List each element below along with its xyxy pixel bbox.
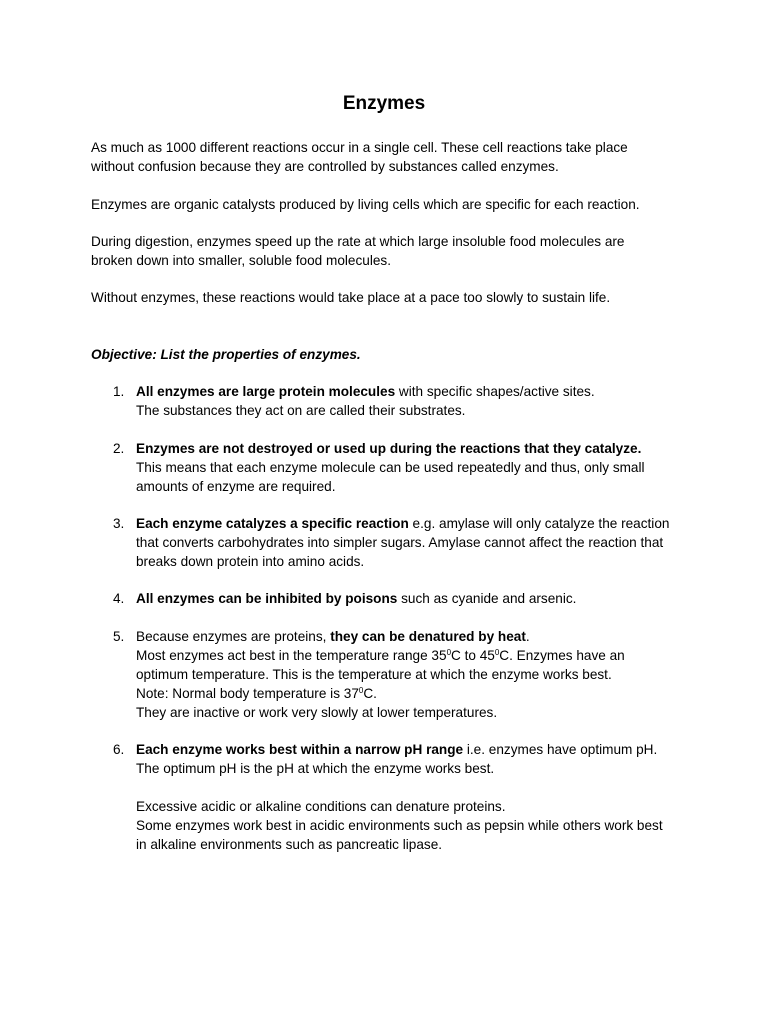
paragraph-gap xyxy=(136,778,691,797)
list-number: 1. xyxy=(113,384,125,399)
property-body xyxy=(136,382,691,420)
degree-superscript: 0 xyxy=(494,648,500,657)
note-text: C. xyxy=(363,686,377,701)
property-text: . xyxy=(525,629,530,644)
property-body xyxy=(136,627,691,722)
property-line: The substances they act on are called their substrates. xyxy=(136,403,466,418)
list-number: 2. xyxy=(113,441,125,456)
degree-superscript: 0 xyxy=(358,686,364,695)
property-bold-text: Each enzyme catalyzes a specific reaction xyxy=(136,516,409,531)
property-line: in alkaline environments such as pancreatic lipase. xyxy=(136,837,443,852)
property-text: i.e. enzymes have optimum pH. xyxy=(463,742,658,757)
intro-paragraph-2: Enzymes are organic catalysts produced by living cells which are specific for each reaction. xyxy=(91,197,640,212)
property-line: optimum temperature. This is the temperature at which the enzyme works best. xyxy=(136,667,612,682)
list-number: 6. xyxy=(113,742,125,757)
intro-paragraph-1-line-2: without confusion because they are controlled by substances called enzymes. xyxy=(91,159,559,174)
temperature-text: C. Enzymes have an xyxy=(499,648,625,663)
property-bold-text: All enzymes can be inhibited by poisons xyxy=(136,591,398,606)
property-line: They are inactive or work very slowly at lower temperatures. xyxy=(136,705,498,720)
body-temperature-note xyxy=(136,684,691,703)
property-line: breaks down protein into amino acids. xyxy=(136,554,365,569)
intro-paragraph-1-line-1: As much as 1000 different reactions occur in a single cell. These cell reactions take place xyxy=(91,140,628,155)
property-text: Because enzymes are proteins, xyxy=(136,629,331,644)
property-line xyxy=(136,514,691,533)
property-line xyxy=(136,382,691,401)
property-line: amounts of enzyme are required. xyxy=(136,479,336,494)
property-line xyxy=(136,589,691,608)
property-line: The optimum pH is the pH at which the enzyme works best. xyxy=(136,761,495,776)
property-line: that converts carbohydrates into simpler sugars. Amylase cannot affect the reaction that xyxy=(136,535,664,550)
intro-paragraph-3-line-1: During digestion, enzymes speed up the rate at which large insoluble food molecules are xyxy=(91,234,625,249)
property-body xyxy=(136,740,691,854)
property-text: with specific shapes/active sites. xyxy=(395,384,595,399)
intro-paragraph-1 xyxy=(91,138,681,176)
property-text: such as cyanide and arsenic. xyxy=(397,591,577,606)
property-body xyxy=(136,589,691,608)
note-text: Note: Normal body temperature is 37 xyxy=(136,686,359,701)
list-number: 4. xyxy=(113,591,125,606)
intro-paragraph-3-line-2: broken down into smaller, soluble food molecules. xyxy=(91,253,391,268)
list-number: 3. xyxy=(113,516,125,531)
property-bold-text: Each enzyme works best within a narrow pH range xyxy=(136,742,464,757)
property-line xyxy=(136,439,691,458)
temperature-text: Most enzymes act best in the temperature range 35 xyxy=(136,648,447,663)
temperature-range-line xyxy=(136,646,691,665)
list-number: 5. xyxy=(113,629,125,644)
property-bold-text: Enzymes are not destroyed or used up during the reactions that they catalyze. xyxy=(136,441,642,456)
property-body xyxy=(136,514,691,571)
intro-paragraph-3 xyxy=(91,232,681,270)
property-bold-text: All enzymes are large protein molecules xyxy=(136,384,396,399)
degree-superscript: 0 xyxy=(446,648,452,657)
document-title: Enzymes xyxy=(342,93,426,114)
intro-paragraph-4: Without enzymes, these reactions would take place at a pace too slowly to sustain life. xyxy=(91,290,611,305)
property-body xyxy=(136,439,691,496)
temperature-text: C to 45 xyxy=(451,648,495,663)
property-line xyxy=(136,627,691,646)
property-line: Excessive acidic or alkaline conditions can denature proteins. xyxy=(136,799,506,814)
property-line xyxy=(136,740,691,759)
objective-heading: Objective: List the properties of enzymes. xyxy=(91,347,361,362)
property-line: This means that each enzyme molecule can be used repeatedly and thus, only small xyxy=(136,460,645,475)
property-bold-text: they can be denatured by heat xyxy=(330,629,526,644)
property-line: Some enzymes work best in acidic environments such as pepsin while others work best xyxy=(136,818,663,833)
property-text: e.g. amylase will only catalyze the reaction xyxy=(408,516,670,531)
